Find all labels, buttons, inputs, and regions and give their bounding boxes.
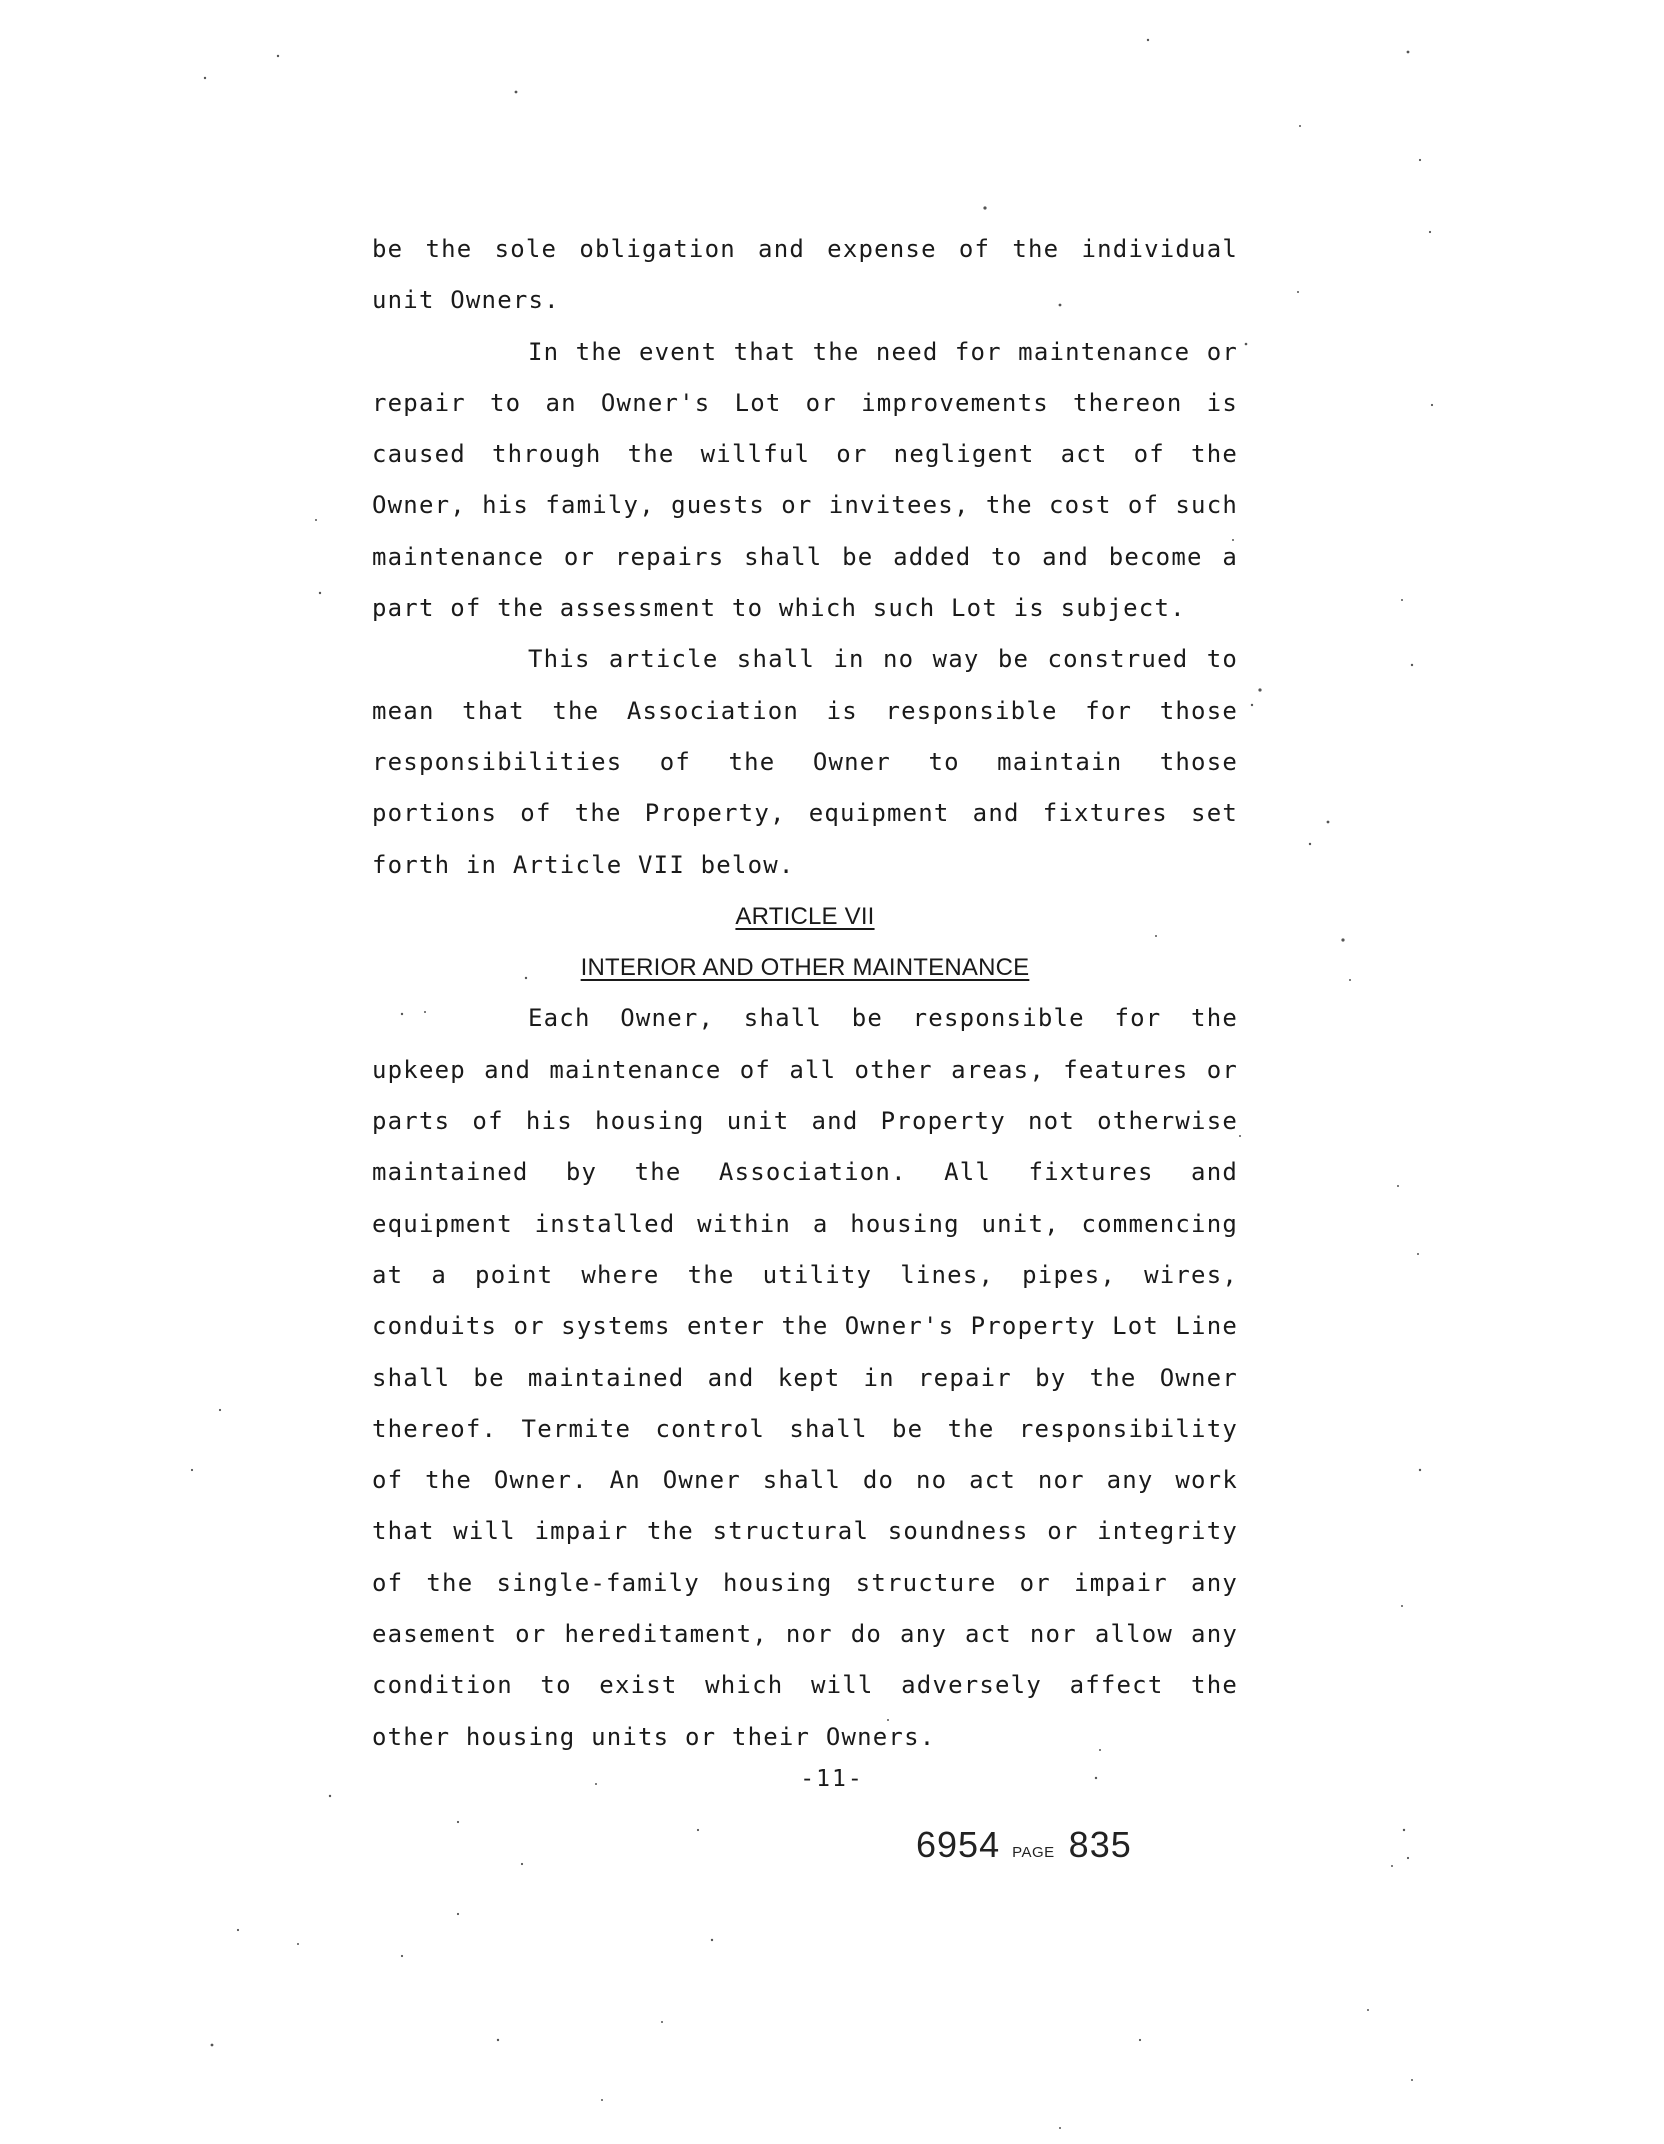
text-line: of the single-family housing structure or impair any [372,1568,1238,1597]
article-heading: ARTICLE VII [735,902,875,930]
text-line: upkeep and maintenance of all other areas, features or [372,1055,1238,1084]
text-line: In the event that the need for maintenance or [528,337,1238,366]
text-line: thereof. Termite control shall be the responsibility [372,1414,1238,1443]
text-line: unit Owners. [372,286,560,315]
text-line: Owner, his family, guests or invitees, the cost of such [372,491,1238,520]
page-number: -11- [800,1766,864,1792]
text-line: portions of the Property, equipment and fixtures set [372,799,1238,828]
text-line: that will impair the structural soundness or integrity [372,1517,1238,1546]
text-line: shall be maintained and kept in repair by the Owner [372,1363,1238,1392]
text-line: part of the assessment to which such Lot is subject. [372,594,1186,623]
text-line: caused through the willful or negligent act of the [372,440,1238,469]
text-line: equipment installed within a housing unit, commencing [372,1209,1238,1238]
stamp-book-number: 6954 [916,1824,1001,1865]
text-line: condition to exist which will adversely affect the [372,1671,1238,1700]
text-line: conduits or systems enter the Owner's Property Lot Line [372,1312,1238,1341]
text-line: of the Owner. An Owner shall do no act nor any work [372,1466,1238,1495]
text-line: repair to an Owner's Lot or improvements thereon is [372,388,1238,417]
text-line: be the sole obligation and expense of the individual [372,235,1238,263]
stamp-page-word: PAGE [1012,1844,1055,1861]
text-line: maintained by the Association. All fixtures and [372,1158,1238,1187]
text-line: other housing units or their Owners. [372,1722,936,1751]
article-paragraph [372,993,1238,1762]
text-line: This article shall in no way be construed to [528,645,1238,674]
text-line: easement or hereditament, nor do any act nor allow any [372,1620,1238,1649]
text-line: mean that the Association is responsible for those [372,696,1238,725]
text-line: responsibilities of the Owner to maintain those [372,747,1238,776]
document-body [372,224,1238,1763]
text-line: forth in Article VII below. [372,850,795,879]
stamp-page-number: 835 [1068,1824,1132,1865]
text-line: parts of his housing unit and Property not otherwise [372,1107,1238,1136]
article-title: INTERIOR AND OTHER MAINTENANCE [580,954,1030,982]
text-line: Each Owner, shall be responsible for the [528,1004,1238,1033]
text-line: maintenance or repairs shall be added to and become a [372,542,1238,571]
paragraphs-before-article [372,224,1238,891]
text-line: at a point where the utility lines, pipes, wires, [372,1260,1238,1289]
book-page-stamp [916,1824,1132,1866]
